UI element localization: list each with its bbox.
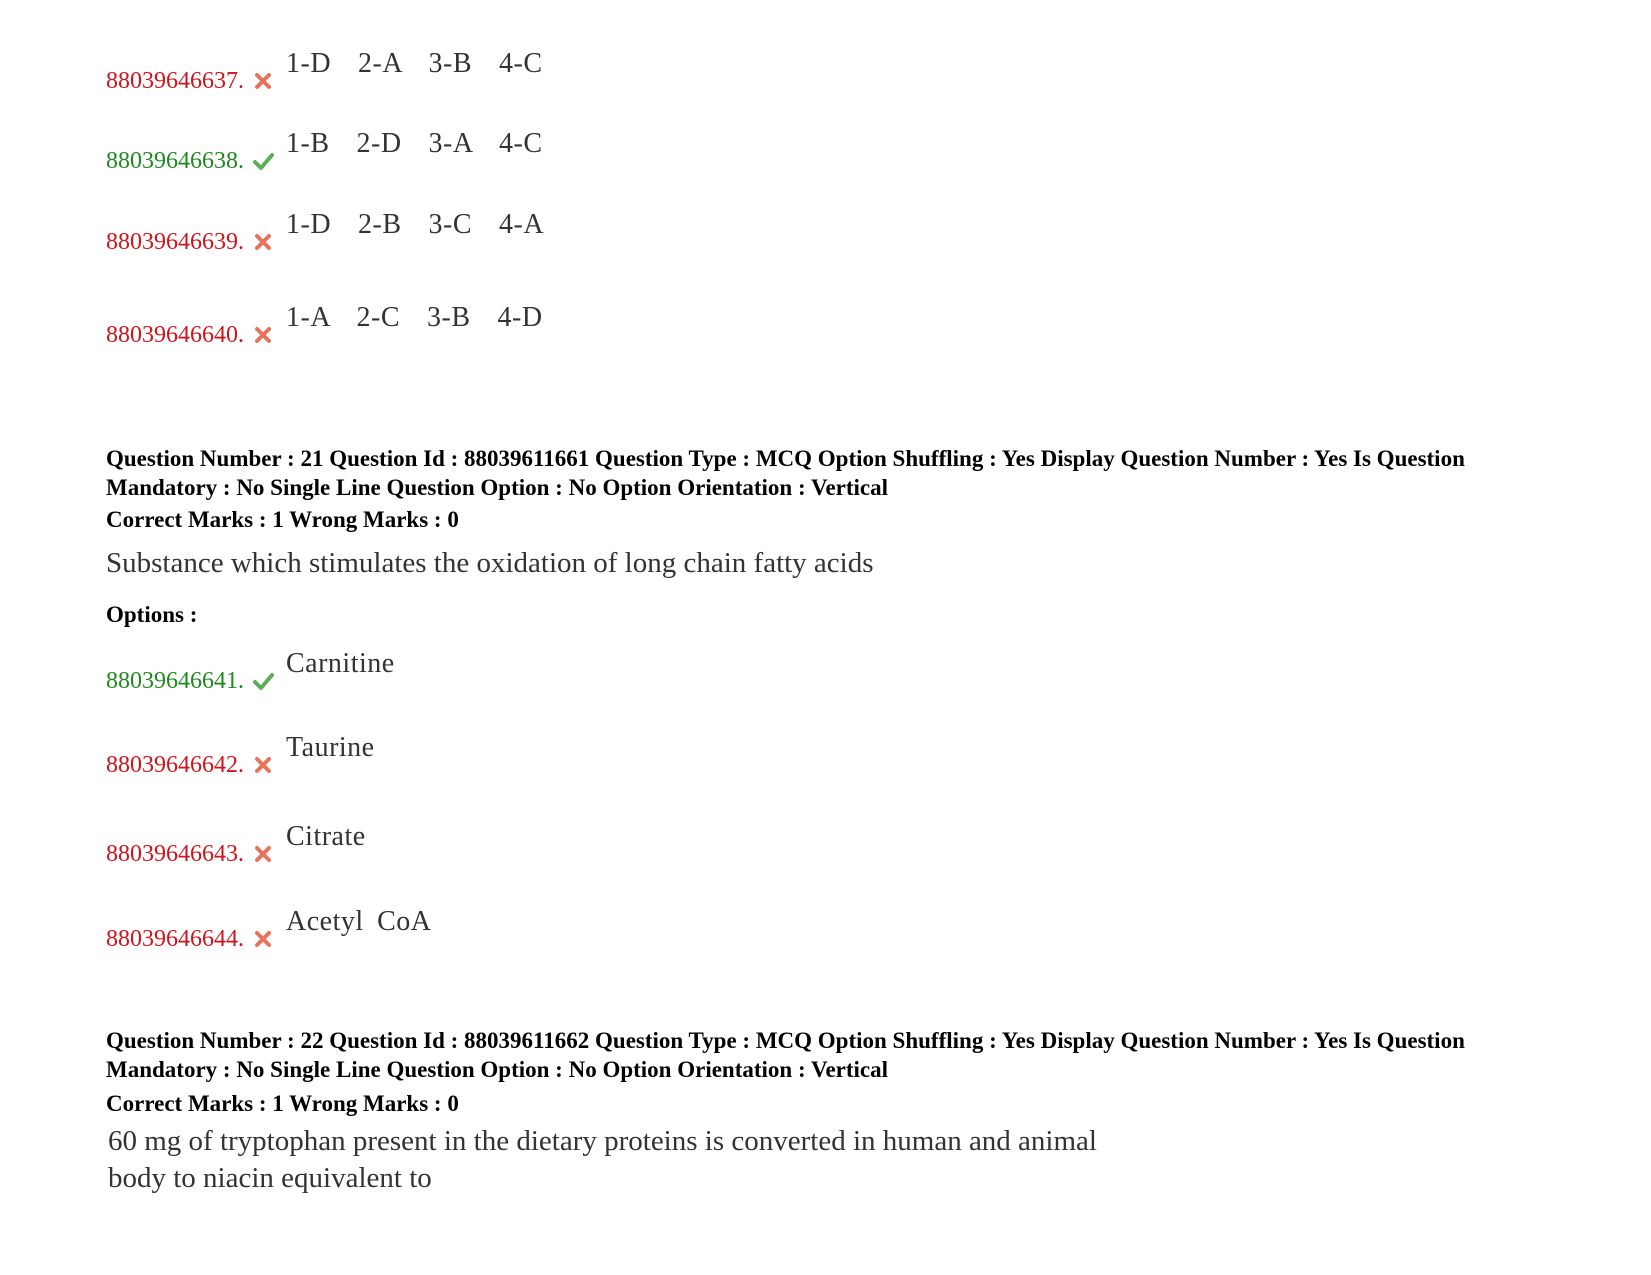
cross-icon <box>252 231 274 253</box>
cross-icon <box>252 843 274 865</box>
option-row <box>106 648 395 694</box>
option-row <box>106 821 366 867</box>
option-id: 88039646642. <box>106 752 244 778</box>
option-text: Carnitine <box>286 648 395 679</box>
option-text: Taurine <box>286 732 375 763</box>
option-row <box>106 732 375 778</box>
option-id: 88039646639. <box>106 229 244 255</box>
option-id: 88039646637. <box>106 68 244 94</box>
question-text: Substance which stimulates the oxidation of long chain fatty acids <box>106 547 874 579</box>
option-text: 1-B 2-D 3-A 4-C <box>286 128 543 159</box>
option-id: 88039646643. <box>106 841 244 867</box>
option-id: 88039646640. <box>106 322 244 348</box>
question-meta: Question Number : 22 Question Id : 88039611662 Question Type : MCQ Option Shuffling : Yes Display Question Number : Yes Is Question Mandatory : No Single Line Question Option : No Option Orientation : Vertical <box>106 1028 1465 1082</box>
option-id: 88039646641. <box>106 668 244 694</box>
option-id: 88039646644. <box>106 926 244 952</box>
option-text: Acetyl CoA <box>286 906 432 937</box>
question-marks: Correct Marks : 1 Wrong Marks : 0 <box>106 507 459 532</box>
cross-icon <box>252 928 274 950</box>
question-text-line-2: body to niacin equivalent to <box>108 1162 432 1194</box>
question-text-line-1: 60 mg of tryptophan present in the dietary proteins is converted in human and animal <box>108 1125 1097 1157</box>
option-row <box>106 128 543 174</box>
question-marks: Correct Marks : 1 Wrong Marks : 0 <box>106 1091 459 1116</box>
option-row <box>106 209 545 255</box>
option-row <box>106 906 432 952</box>
check-icon <box>252 670 274 692</box>
cross-icon <box>252 754 274 776</box>
question-meta: Question Number : 21 Question Id : 88039611661 Question Type : MCQ Option Shuffling : Yes Display Question Number : Yes Is Question Mandatory : No Single Line Question Option : No Option Orientation : Vertical <box>106 446 1465 500</box>
option-row <box>106 302 543 348</box>
option-text: 1-D 2-A 3-B 4-C <box>286 48 543 79</box>
option-id: 88039646638. <box>106 148 244 174</box>
cross-icon <box>252 70 274 92</box>
option-text: 1-D 2-B 3-C 4-A <box>286 209 545 240</box>
options-label: Options : <box>106 602 198 627</box>
cross-icon <box>252 324 274 346</box>
option-row <box>106 48 543 94</box>
check-icon <box>252 150 274 172</box>
option-text: Citrate <box>286 821 366 852</box>
option-text: 1-A 2-C 3-B 4-D <box>286 302 543 333</box>
